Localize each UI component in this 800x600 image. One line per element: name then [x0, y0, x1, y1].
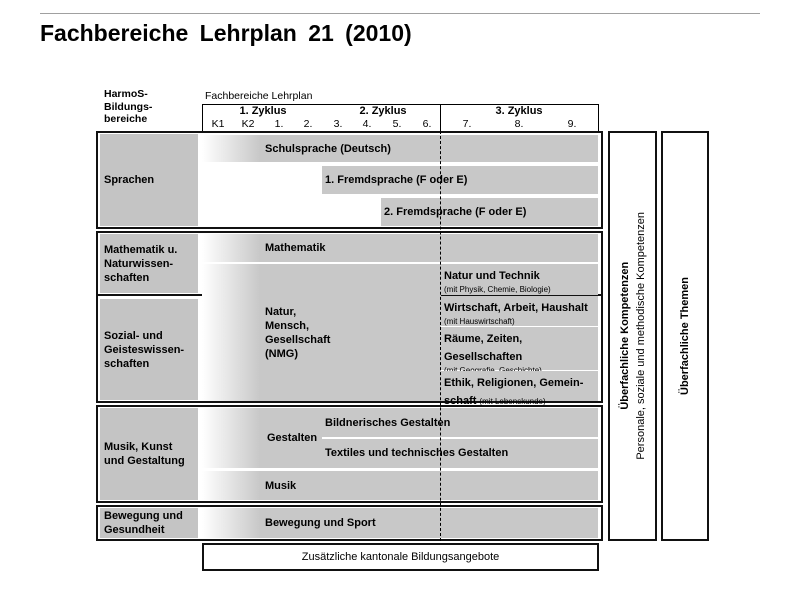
subject-bar-fremdsprache-2: 2. Fremdsprache (F oder E)	[381, 198, 598, 226]
fachbereiche-header-label: Fachbereiche Lehrplan	[205, 90, 313, 102]
subject-bar-nmg: Natur, Mensch, Gesellschaft (NMG)	[202, 264, 441, 401]
themes-title: Überfachliche Themen	[679, 277, 691, 395]
cycle-label-1: 1. Zyklus	[239, 105, 287, 117]
area-label-sozial: Sozial- und Geisteswissen- schaften	[100, 299, 198, 400]
subject-bar-bewegung-sport: Bewegung und Sport	[202, 508, 598, 538]
subject-bar-schulsprache: Schulsprache (Deutsch)	[202, 135, 598, 162]
cycle-header-divider	[440, 104, 441, 132]
page-title: Fachbereiche Lehrplan 21 (2010)	[40, 20, 412, 46]
area-label-sprachen: Sprachen	[100, 134, 198, 226]
grade-label: 3.	[333, 118, 343, 130]
subject-bar-musik: Musik	[202, 471, 598, 500]
nmg-field-title: Räume, Zeiten, Gesellschaften	[444, 333, 523, 363]
title-rule	[40, 13, 760, 14]
footer-additional-offers: Zusätzliche kantonale Bildungsangebote	[202, 543, 599, 571]
grade-label: 5.	[392, 118, 402, 130]
nmg-field-wirtschaft	[441, 296, 598, 326]
grade-label: K1	[211, 118, 225, 130]
grade-label: 4.	[362, 118, 372, 130]
nmg-field-natur-technik	[441, 264, 598, 295]
textiles-gestalten-label: Textiles und technisches Gestalten	[325, 447, 509, 459]
grade-label: 1.	[274, 118, 284, 130]
subject-group-gestalten	[202, 408, 598, 468]
nmg-field-title: Wirtschaft, Arbeit, Haushalt	[444, 302, 588, 314]
harmos-header-label: HarmoS- Bildungs- bereiche	[104, 88, 153, 125]
cycle-label-2: 2. Zyklus	[359, 105, 407, 117]
cycle-label-3: 3. Zyklus	[495, 105, 543, 117]
nmg-field-note: (mit Physik, Chemie, Biologie)	[444, 285, 551, 294]
nmg-field-ethik	[441, 371, 598, 407]
bildnerisches-gestalten-label: Bildnerisches Gestalten	[325, 417, 451, 429]
area-label-mathematik: Mathematik u. Naturwissen- schaften	[100, 234, 198, 293]
cross-curricular-themes-column	[661, 131, 709, 541]
competences-detail: Personale, soziale und methodische Kompetenzen	[634, 212, 647, 460]
grade-label: K2	[241, 118, 255, 130]
area-label-bewegung: Bewegung und Gesundheit	[100, 508, 198, 538]
nmg-field-note: (mit Lebenskunde)	[479, 397, 546, 406]
nmg-field-title: Natur und Technik	[444, 270, 540, 282]
grade-label: 6.	[422, 118, 432, 130]
gestalten-separator	[322, 437, 598, 439]
grade-label: 8.	[514, 118, 524, 130]
nmg-field-raeume-zeiten	[441, 327, 598, 370]
cross-curricular-competences-column	[608, 131, 657, 541]
competences-vertical-text	[617, 212, 649, 460]
grade-label: 9.	[567, 118, 577, 130]
nmg-field-note: (mit Hauswirtschaft)	[444, 317, 515, 326]
grade-label: 7.	[462, 118, 472, 130]
grade-label: 2.	[303, 118, 313, 130]
area-label-musik: Musik, Kunst und Gestaltung	[100, 408, 198, 500]
themes-vertical-text	[677, 277, 693, 395]
gestalten-label: Gestalten	[267, 432, 318, 444]
subject-bar-fremdsprache-1: 1. Fremdsprache (F oder E)	[322, 166, 598, 194]
nmg-field-title: Ethik, Religionen, Gemein- schaft	[444, 377, 584, 407]
cycle-divider-dashed-line	[440, 131, 441, 541]
subject-bar-mathematik: Mathematik	[202, 234, 598, 262]
competences-title: Überfachliche Kompetenzen	[618, 262, 631, 410]
